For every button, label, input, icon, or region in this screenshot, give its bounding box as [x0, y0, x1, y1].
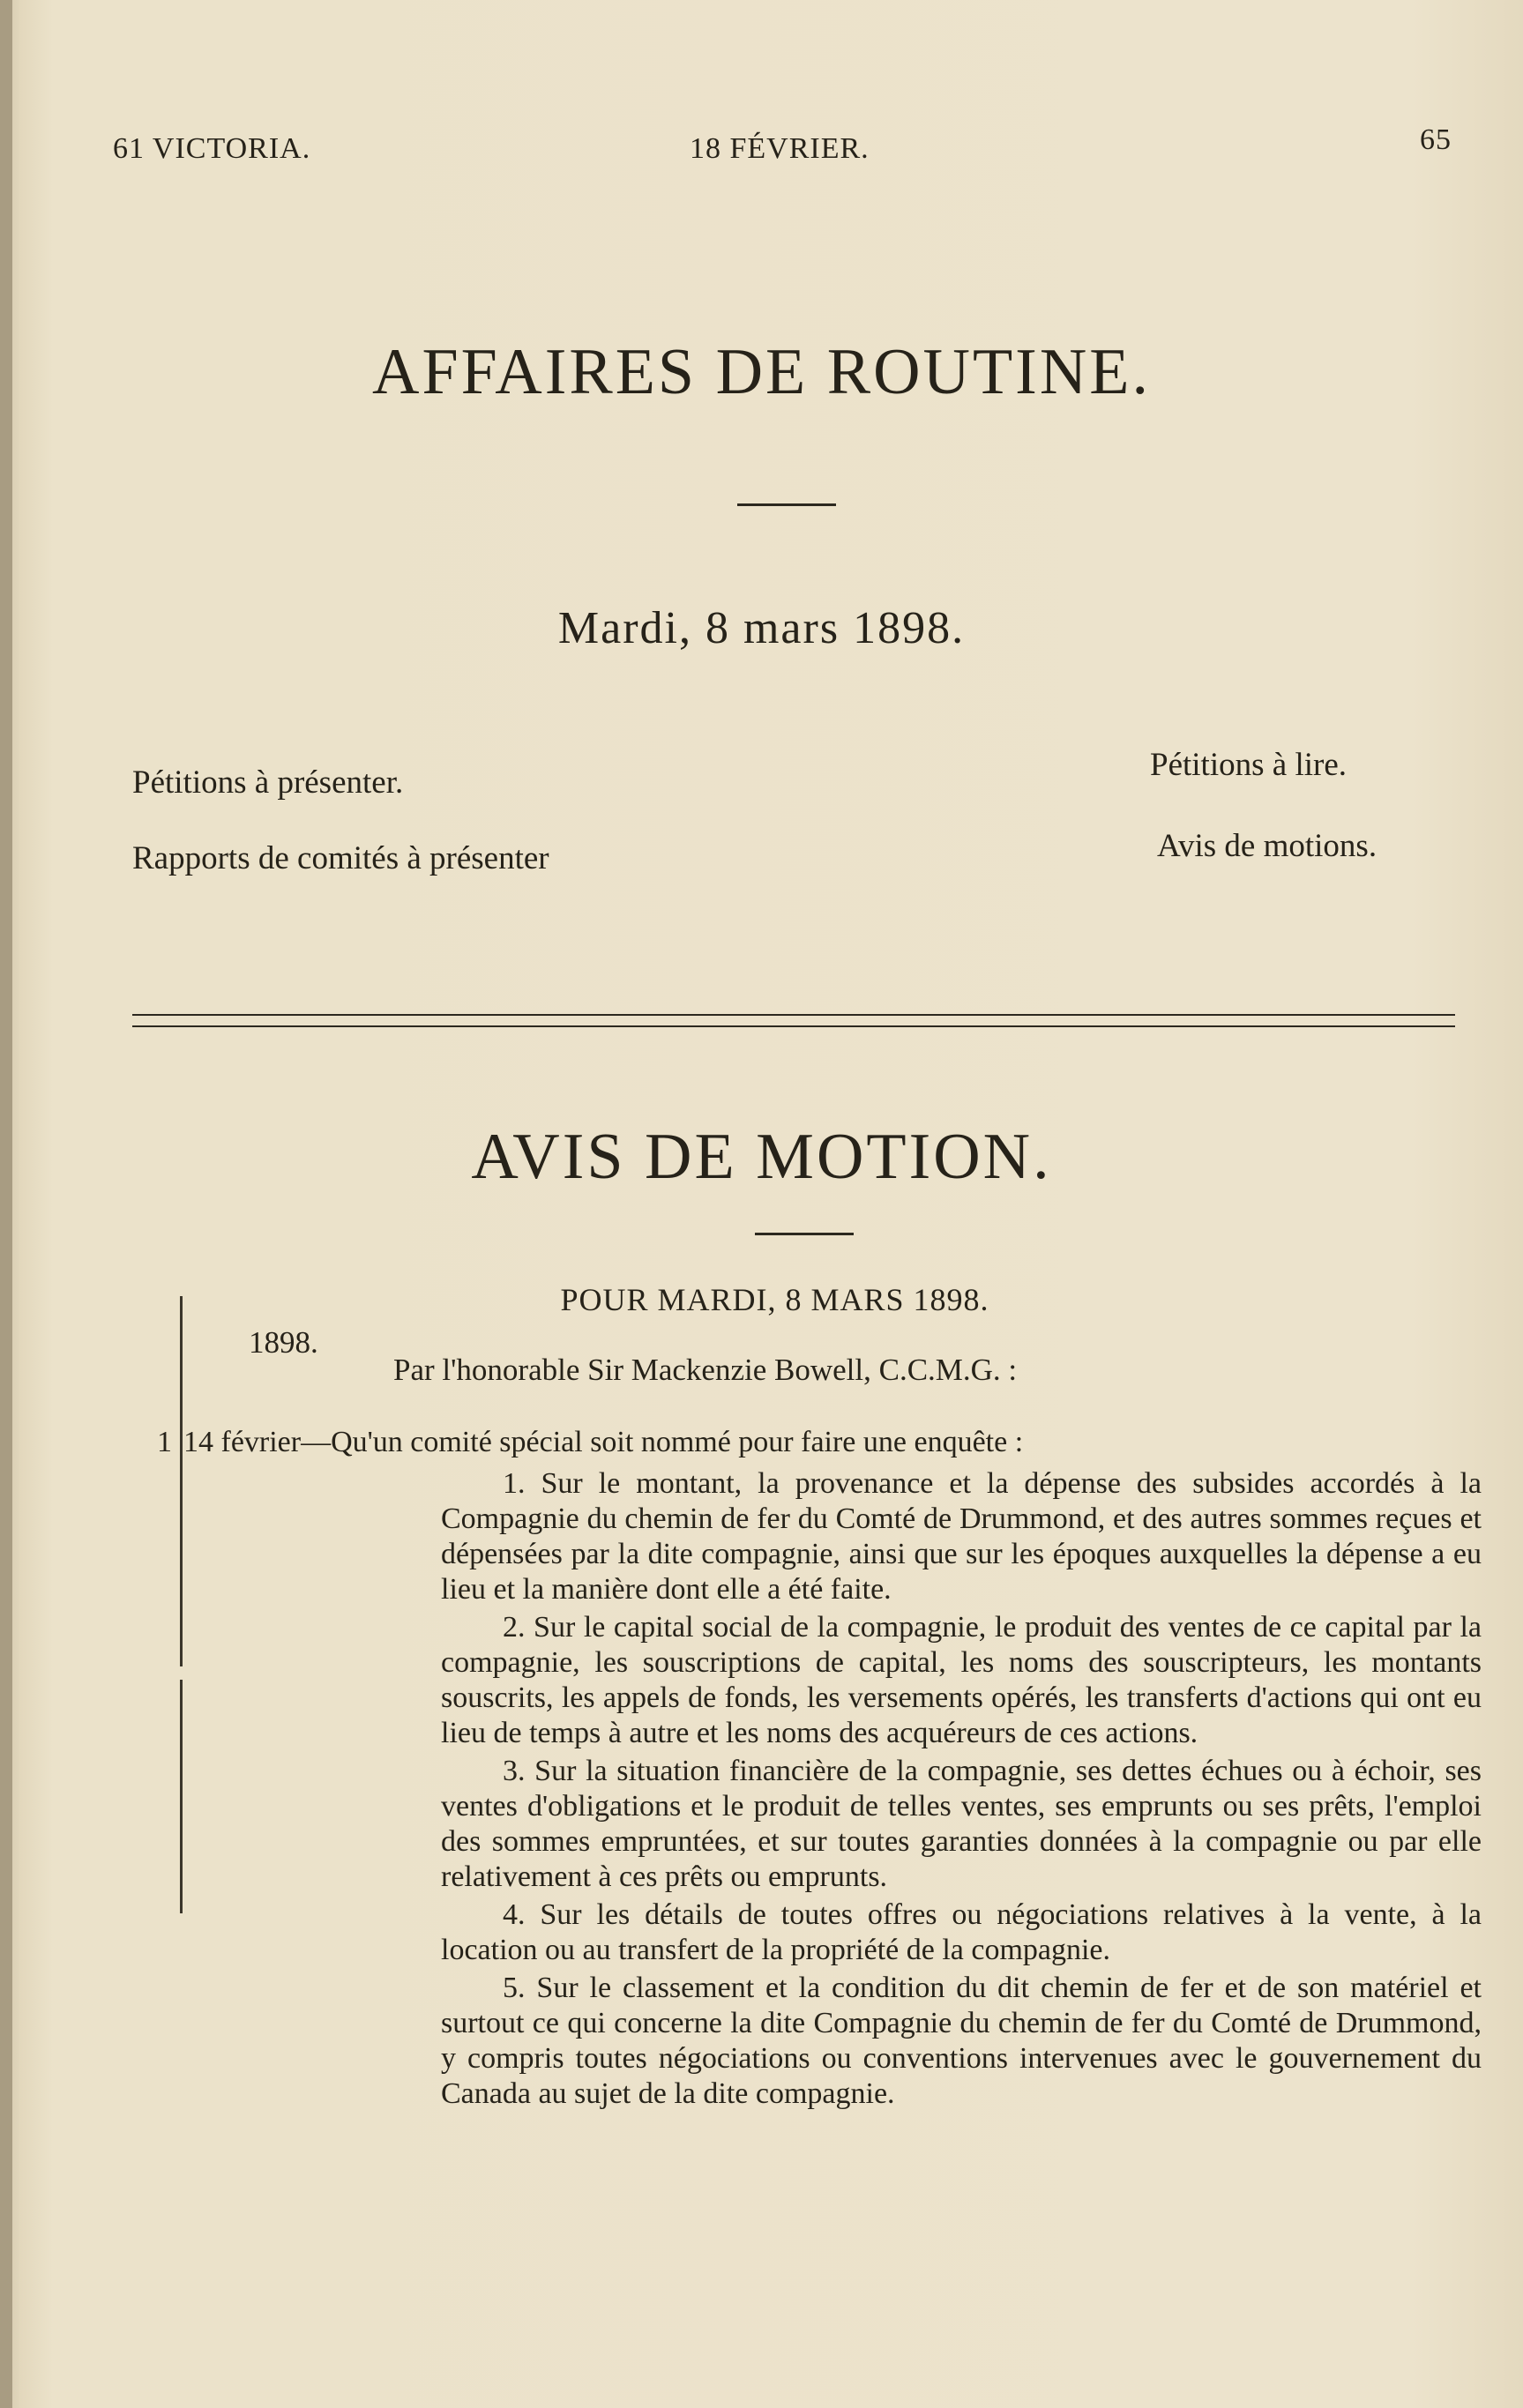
- routine-item: Rapports de comités à présenter: [132, 840, 549, 876]
- motion-paragraph: 4. Sur les détails de toutes offres ou négociations relatives à la vente, à la location ou au transfert de la propriété de la compagnie.: [441, 1898, 1482, 1966]
- routine-item: Pétitions à lire.: [1150, 747, 1347, 783]
- motion-body: [441, 1466, 1482, 2112]
- double-rule-bottom: [132, 1025, 1455, 1027]
- header-center: 18 FÉVRIER.: [690, 132, 870, 165]
- margin-rule: [180, 1680, 183, 1913]
- margin-year: 1898.: [249, 1325, 318, 1360]
- routine-item: Pétitions à présenter.: [132, 764, 404, 801]
- divider: [755, 1233, 854, 1235]
- motion-paragraph: 1. Sur le montant, la provenance et la dépense des subsides accordés à la Compagnie du chemin de fer du Comté de Drummond, et des autres sommes reçues et dépensées par la dite compagnie, ainsi que sur les époques auxquelles la dépense a eu lieu et la manière dont elle a été faite.: [441, 1467, 1482, 1606]
- page-number: 65: [1420, 123, 1452, 156]
- margin-rule: [180, 1296, 183, 1666]
- motion-paragraph: 5. Sur le classement et la condition du dit chemin de fer et de son matériel et surtout ce qui concerne la dite Compagnie du chemin de fer du Comté de Drummond, y compris toutes négociations ou conventions intervenues avec le gouvernement du Canada au sujet de la dite compagnie.: [441, 1972, 1482, 2110]
- divider: [737, 503, 836, 506]
- header-left: 61 VICTORIA.: [113, 132, 311, 165]
- motion-paragraph: 2. Sur le capital social de la compagnie, le produit des ventes de ce capital par la compagnie, les souscriptions de capital, les noms des souscripteurs, les montants souscrits, les appels de fonds, les versements opérés, les transferts d'actions qui ont eu lieu de temps à autre et les noms des acquéreurs de ces actions.: [441, 1611, 1482, 1749]
- routine-item: Avis de motions.: [1157, 828, 1377, 864]
- motion-sponsor: Par l'honorable Sir Mackenzie Bowell, C.C.M.G. :: [393, 1353, 1018, 1387]
- double-rule-top: [132, 1014, 1455, 1016]
- section-title-motion: AVIS DE MOTION.: [471, 1121, 1052, 1193]
- motion-paragraph: 3. Sur la situation financière de la compagnie, ses dettes échues ou à échoir, ses ventes d'obligations et le produit de telles ventes, ses emprunts ou ses prêts, l'emploi des sommes empruntées, et sur toutes garanties données à la compagnie ou par elle relativement à ces prêts ou emprunts.: [441, 1755, 1482, 1893]
- motion-number: 1: [157, 1426, 172, 1458]
- motion-date-heading: POUR MARDI, 8 MARS 1898.: [560, 1282, 989, 1317]
- session-date: Mardi, 8 mars 1898.: [557, 603, 966, 653]
- motion-lead: 14 février—Qu'un comité spécial soit nommé pour faire une enquête :: [183, 1426, 1024, 1458]
- section-title-routine: AFFAIRES DE ROUTINE.: [372, 336, 1151, 408]
